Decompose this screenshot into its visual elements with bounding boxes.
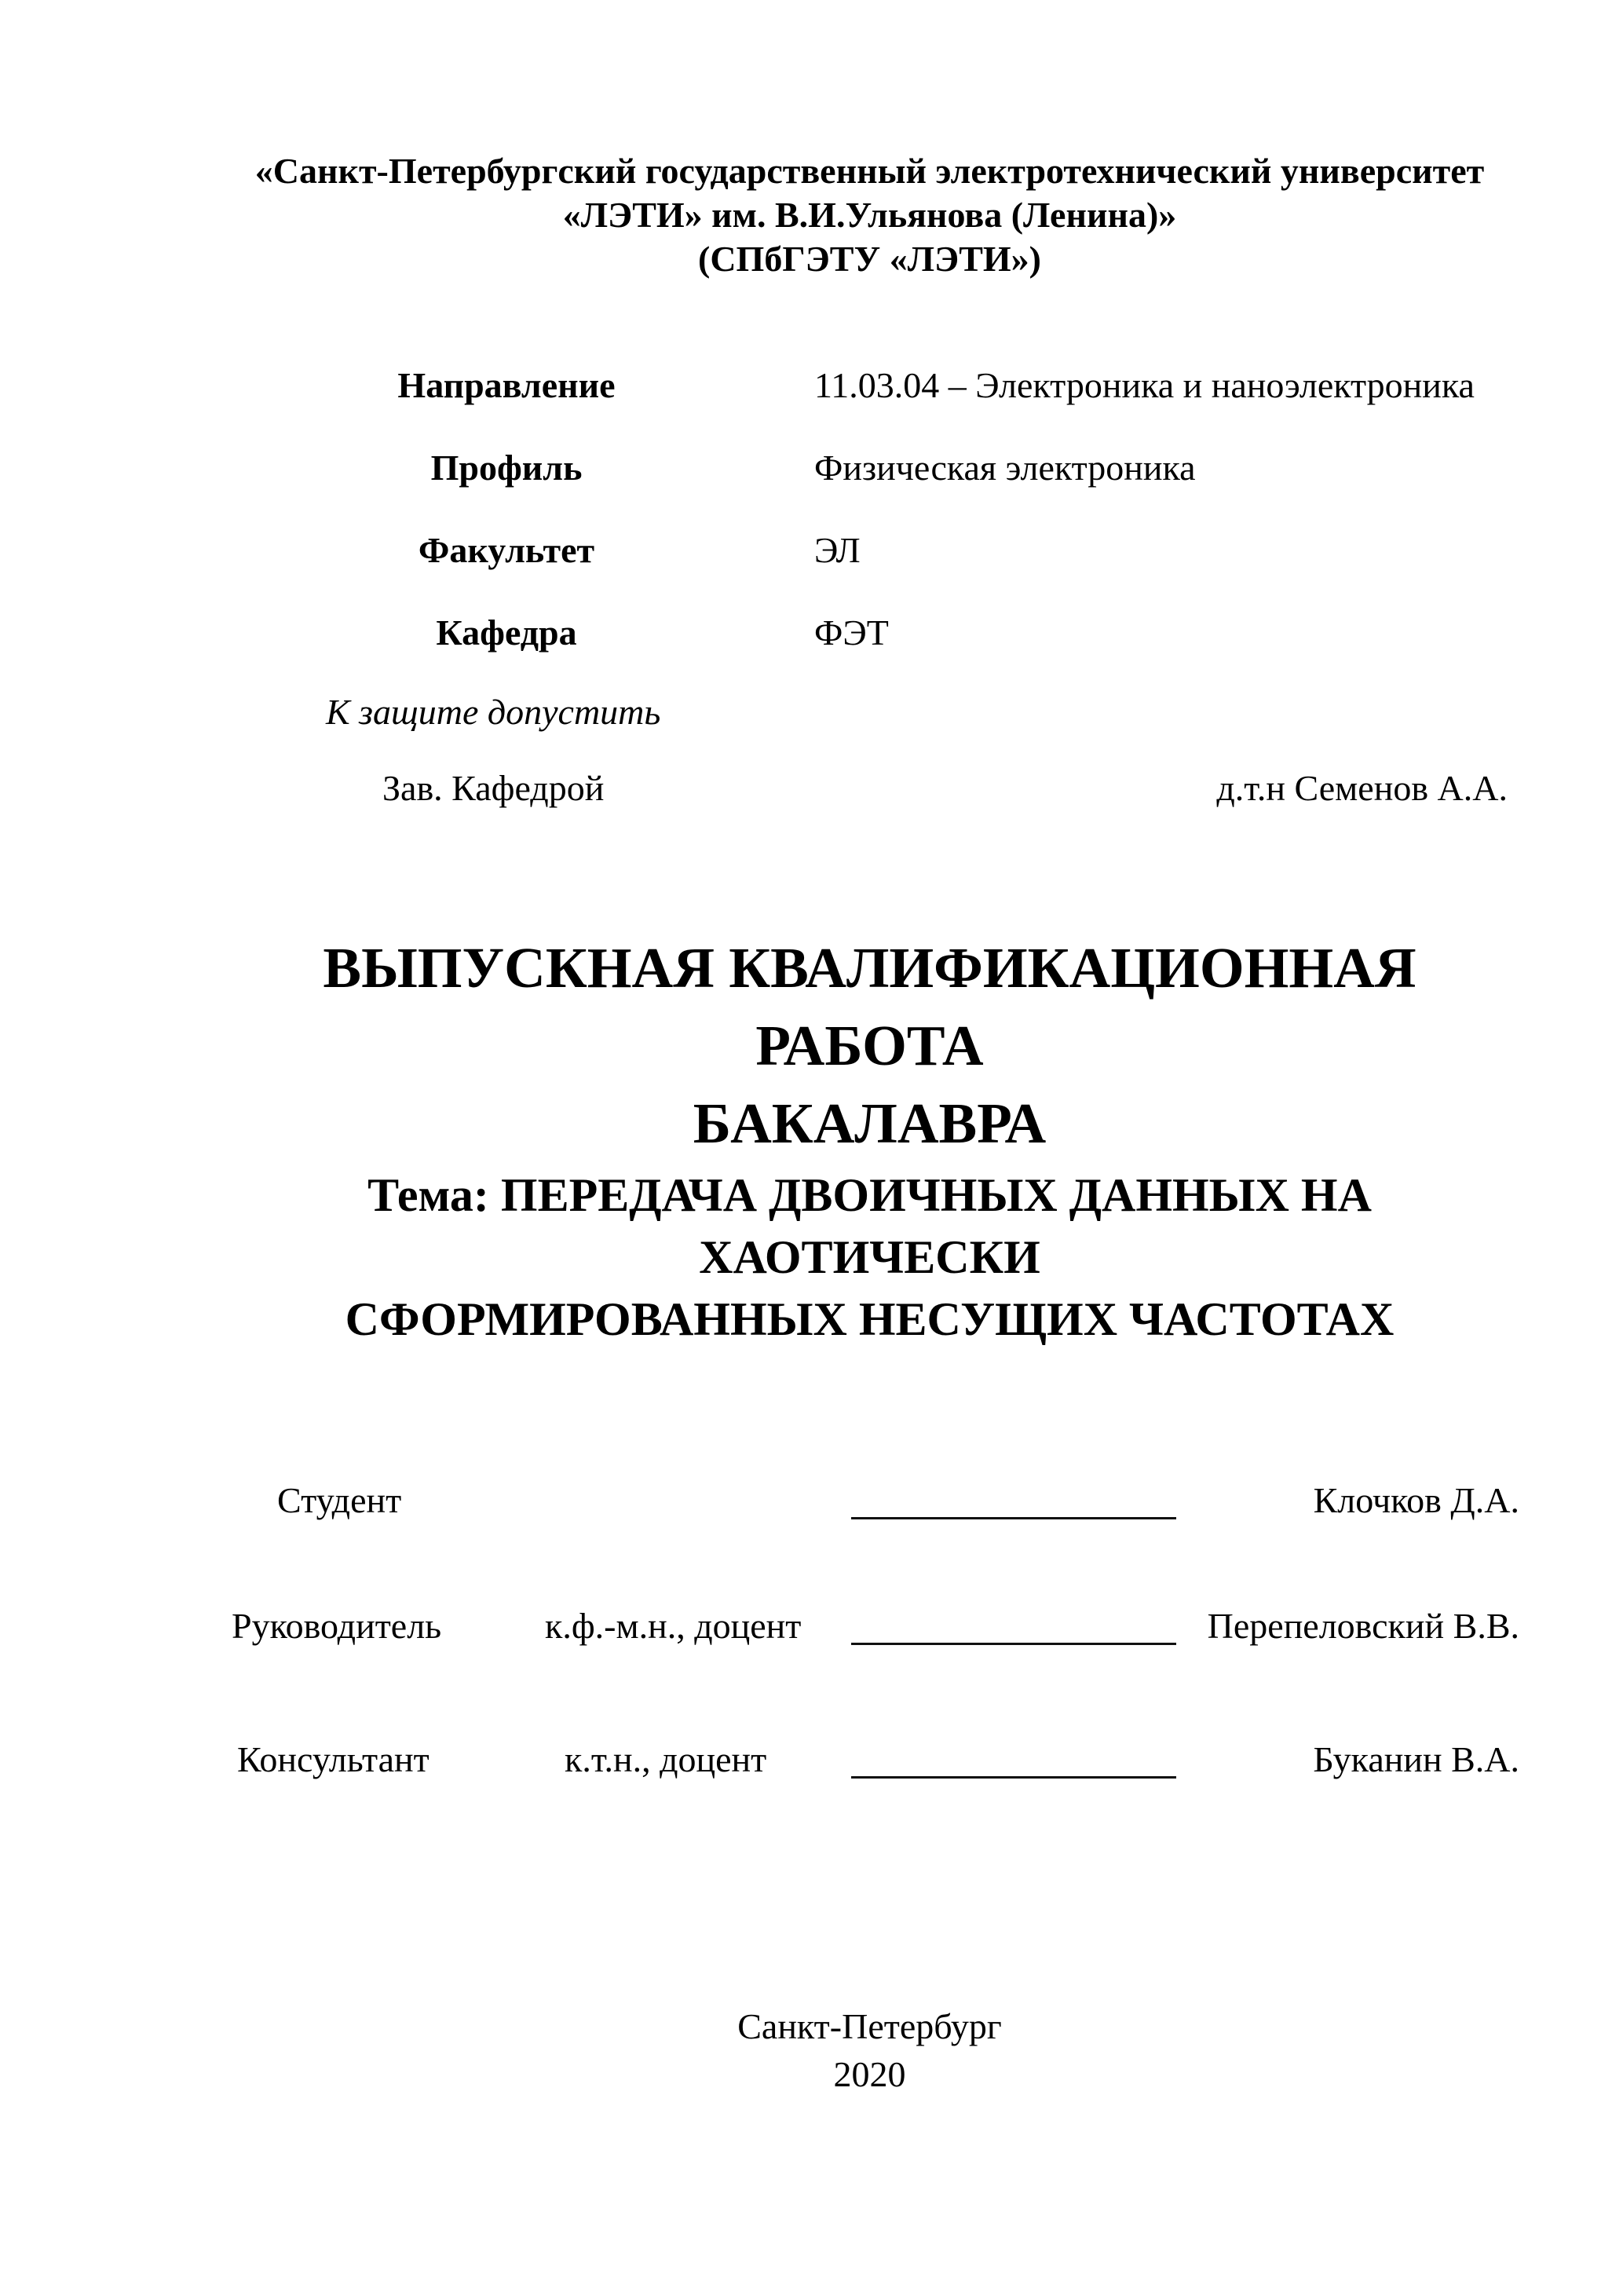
thesis-theme-line-1: Тема: ПЕРЕДАЧА ДВОИЧНЫХ ДАННЫХ НА ХАОТИЧЕСКИ <box>367 1169 1372 1283</box>
direction-value: 11.03.04 – Электроника и наноэлектроника <box>814 365 1475 405</box>
consultant-degree: к.т.н., доцент <box>565 1739 767 1779</box>
university-name-line-2: «ЛЭТИ» им. В.И.Ульянова (Ленина)» <box>562 195 1177 235</box>
admission-note <box>232 689 1508 735</box>
consultant-role-label: Консультант <box>237 1739 430 1779</box>
supervisor-degree: к.ф.-м.н., доцент <box>545 1606 802 1646</box>
consultant-name: Буканин В.А. <box>1313 1739 1519 1779</box>
university-name-line-3: (СПбГЭТУ «ЛЭТИ») <box>698 239 1041 279</box>
supervisor-role-label: Руководитель <box>232 1606 442 1646</box>
footer-city: Санкт-Петербург <box>737 2006 1002 2046</box>
profile-label: Профиль <box>430 448 583 488</box>
student-signature-line <box>851 1517 1176 1519</box>
approver-name: д.т.н Семенов А.А. <box>1216 768 1508 808</box>
university-header <box>232 149 1508 281</box>
head-of-department-label: Зав. Кафедрой <box>382 768 605 808</box>
supervisor-name: Перепеловский В.В. <box>1207 1606 1519 1646</box>
footer-year: 2020 <box>833 2054 906 2094</box>
consultant-signature-line <box>851 1776 1176 1779</box>
department-value: ФЭТ <box>814 612 889 653</box>
info-row-profile <box>232 445 1508 491</box>
footer <box>232 2002 1508 2098</box>
info-row-faculty <box>232 528 1508 573</box>
main-title <box>232 929 1508 1162</box>
signature-row-supervisor <box>232 1603 1519 1652</box>
student-name: Клочков Д.А. <box>1313 1480 1519 1520</box>
thesis-theme <box>232 1164 1508 1351</box>
university-name-line-1: «Санкт-Петербургский государственный электротехнический университет <box>254 151 1485 191</box>
faculty-value: ЭЛ <box>814 530 861 570</box>
admission-note-text: К защите допустить <box>326 692 661 732</box>
main-title-line-1: ВЫПУСКНАЯ КВАЛИФИКАЦИОННАЯ РАБОТА <box>323 936 1416 1077</box>
student-role-label: Студент <box>277 1480 402 1520</box>
approver-row <box>232 766 1508 811</box>
supervisor-signature-line <box>851 1643 1176 1645</box>
signature-row-student <box>232 1478 1519 1526</box>
signature-row-consultant <box>232 1737 1519 1786</box>
thesis-theme-line-2: СФОРМИРОВАННЫХ НЕСУЩИХ ЧАСТОТАХ <box>345 1293 1395 1345</box>
faculty-label: Факультет <box>418 530 595 570</box>
main-title-line-2: БАКАЛАВРА <box>693 1091 1047 1155</box>
direction-label: Направление <box>397 365 616 405</box>
info-row-department <box>232 610 1508 656</box>
info-row-direction <box>232 363 1508 408</box>
profile-value: Физическая электроника <box>814 448 1196 488</box>
department-label: Кафедра <box>436 612 577 653</box>
